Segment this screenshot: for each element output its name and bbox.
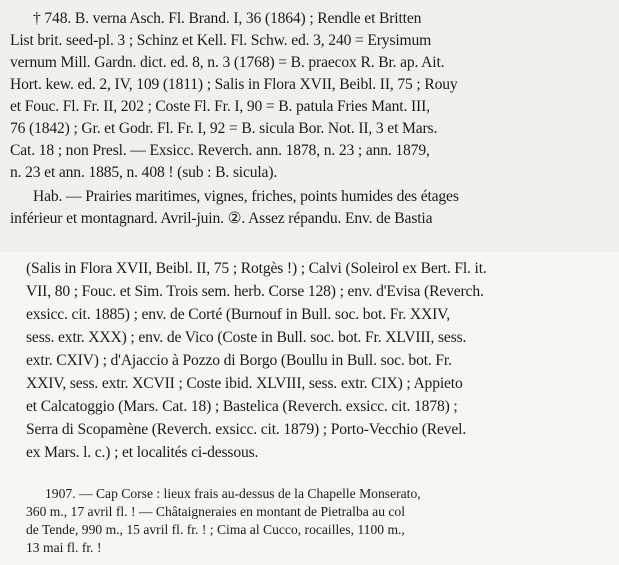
note-line-2: 360 m., 17 avril fl. ! — Châtaigneraies en montant de Pietralba au col	[26, 504, 406, 519]
habitat-line-2: inférieur et montagnard. Avril-juin. ②. Assez répandu. Env. de Bastia	[10, 210, 433, 227]
locality-line-1: (Salis in Flora XVII, Beibl. II, 75 ; Rotgès !) ; Calvi (Soleirol ex Bert. Fl. it.	[26, 260, 487, 277]
note-line-3: de Tende, 990 m., 15 avril fl. fr. ! ; Cima al Cucco, rocailles, 1100 m.,	[26, 522, 405, 537]
locality-line-5: extr. CXIV) ; d'Ajaccio à Pozzo di Borgo (Boullu in Bull. soc. bot. Fr.	[26, 352, 452, 369]
locality-line-4: sess. extr. XXX) ; env. de Vico (Coste in Bull. soc. bot. Fr. XLVIII, sess.	[26, 329, 467, 346]
entry-line-2: List brit. seed-pl. 3 ; Schinz et Kell. Fl. Schw. ed. 3, 240 = Erysimum	[10, 32, 432, 49]
habitat-line-1: Hab. — Prairies maritimes, vignes, friches, points humides des étages	[33, 188, 459, 205]
note-line-1: 1907. — Cap Corse : lieux frais au-dessus de la Chapelle Monserato,	[45, 486, 421, 501]
entry-line-3: vernum Mill. Gardn. dict. ed. 8, n. 3 (1768) = B. praecox R. Br. ap. Ait.	[10, 54, 445, 71]
entry-line-4: Hort. kew. ed. 2, IV, 109 (1811) ; Salis in Flora XVII, Beibl. II, 75 ; Rouy	[10, 76, 458, 93]
locality-line-6: XXIV, sess. extr. XCVII ; Coste ibid. XLVIII, sess. extr. CIX) ; Appieto	[26, 375, 463, 392]
locality-line-2: VII, 80 ; Fouc. et Sim. Trois sem. herb. Corse 128) ; env. d'Evisa (Reverch.	[26, 283, 484, 300]
locality-line-3: exsicc. cit. 1885) ; env. de Corté (Burnouf in Bull. soc. bot. Fr. XXIV,	[26, 306, 451, 323]
entry-line-7: Cat. 18 ; non Presl. — Exsicc. Reverch. ann. 1878, n. 23 ; ann. 1879,	[10, 142, 430, 159]
entry-line-6: 76 (1842) ; Gr. et Godr. Fl. Fr. I, 92 = B. sicula Bor. Not. II, 3 et Mars.	[10, 120, 438, 137]
locality-line-9: ex Mars. l. c.) ; et localités ci-dessous.	[26, 444, 259, 461]
locality-line-7: et Calcatoggio (Mars. Cat. 18) ; Bastelica (Reverch. exsicc. cit. 1878) ;	[26, 398, 458, 415]
locality-line-8: Serra di Scopamène (Reverch. exsicc. cit. 1879) ; Porto-Vecchio (Revel.	[26, 421, 467, 438]
entry-line-8: n. 23 et ann. 1885, n. 408 ! (sub : B. sicula).	[10, 164, 278, 181]
note-line-4: 13 mai fl. fr. !	[26, 540, 102, 555]
entry-line-5: et Fouc. Fl. Fr. II, 202 ; Coste Fl. Fr. I, 90 = B. patula Fries Mant. III,	[10, 98, 430, 115]
entry-line-1: † 748. B. verna Asch. Fl. Brand. I, 36 (1864) ; Rendle et Britten	[33, 10, 422, 27]
